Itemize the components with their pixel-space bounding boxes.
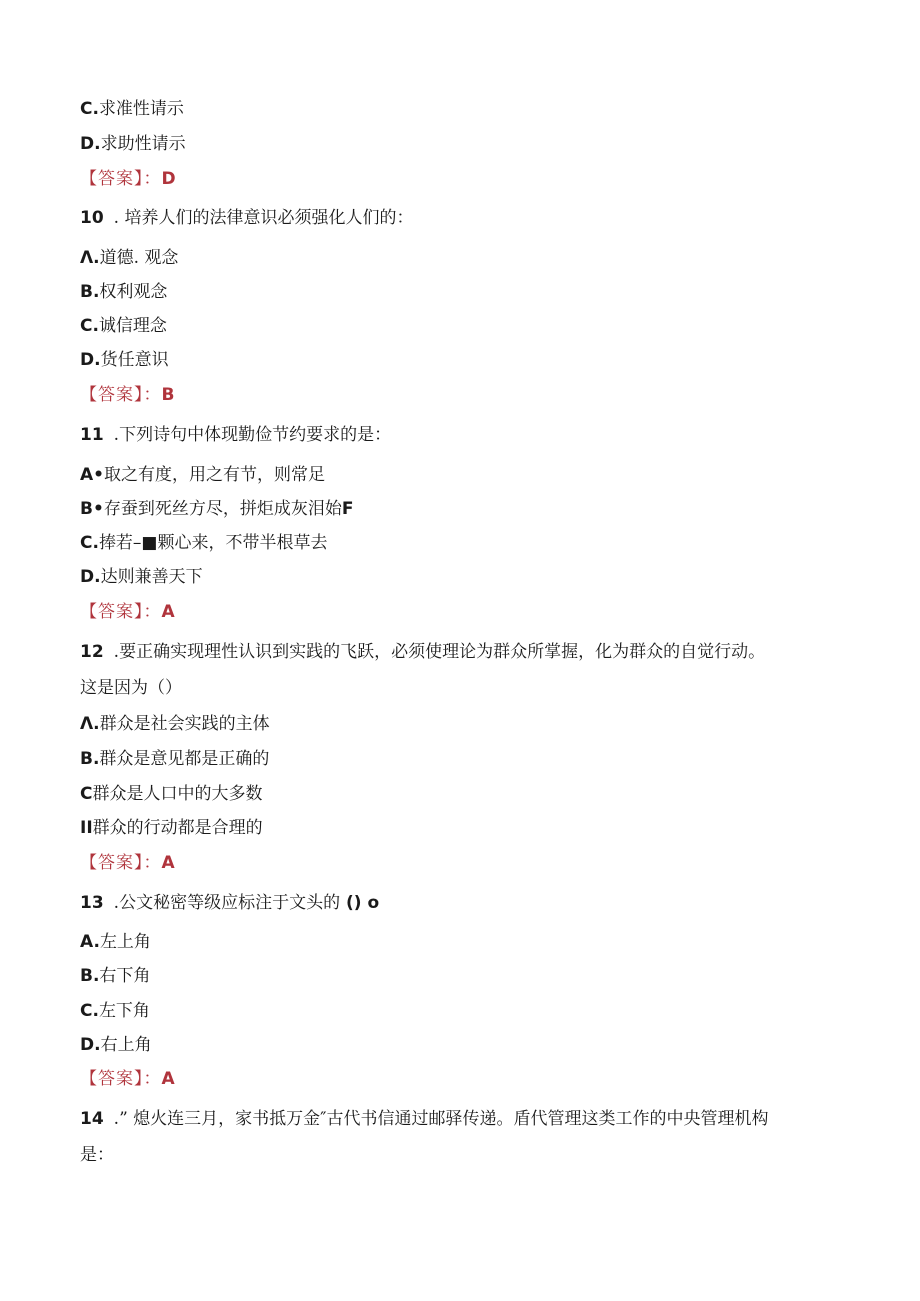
answer-option bbox=[80, 348, 860, 372]
answer-value: A bbox=[161, 1069, 175, 1089]
option-text: 达则兼善天下 bbox=[100, 567, 203, 587]
option-letter: C. bbox=[80, 533, 99, 553]
option-text: 道德. 观念 bbox=[99, 248, 179, 268]
answer-label: 【答案】： bbox=[80, 169, 162, 189]
question-text: .公文秘密等级应标注于文头的 bbox=[113, 893, 341, 913]
option-text: 权利观念 bbox=[99, 282, 168, 302]
option-text: 捧若–■颗心来，不带半根草去 bbox=[98, 533, 328, 553]
answer-option bbox=[80, 531, 860, 555]
question-number: 11 bbox=[80, 425, 104, 445]
question-stem bbox=[80, 206, 860, 230]
option-text: 右上角 bbox=[100, 1035, 152, 1055]
option-letter: B. bbox=[80, 749, 100, 769]
question-number: 14 bbox=[80, 1109, 104, 1129]
answer-value: A bbox=[161, 602, 175, 622]
answer-key bbox=[80, 383, 860, 407]
question-text: .要正确实现理性认识到实践的飞跃，必须使理论为群众所掌握，化为群众的自觉行动。 bbox=[113, 642, 766, 662]
answer-value: B bbox=[161, 385, 175, 405]
option-letter: A• bbox=[80, 465, 105, 485]
answer-option bbox=[80, 132, 860, 156]
answer-option bbox=[80, 782, 860, 806]
option-letter: D. bbox=[80, 350, 101, 370]
answer-option bbox=[80, 816, 860, 840]
answer-key bbox=[80, 600, 860, 624]
answer-label: 【答案】： bbox=[80, 602, 162, 622]
option-text: 取之有度，用之有节，则常足 bbox=[104, 465, 326, 485]
answer-option bbox=[80, 1033, 860, 1057]
answer-value: A bbox=[161, 853, 175, 873]
option-text: 求助性请示 bbox=[100, 134, 186, 154]
question-stem bbox=[80, 1107, 860, 1131]
option-letter: D. bbox=[80, 567, 101, 587]
option-text: 存蚕到死丝方尽，拼炬成灰泪始 bbox=[103, 499, 342, 519]
question-text: .” 熄火连三月，家书抵万金″古代书信通过邮驿传递。盾代管理这类工作的中央管理机构 bbox=[113, 1109, 769, 1129]
option-letter: A. bbox=[80, 932, 100, 952]
option-text: 左上角 bbox=[99, 932, 151, 952]
answer-option bbox=[80, 463, 860, 487]
answer-key bbox=[80, 851, 860, 875]
option-letter: B. bbox=[80, 282, 100, 302]
answer-option bbox=[80, 964, 860, 988]
option-letter: Λ. bbox=[80, 248, 100, 268]
answer-label: 【答案】： bbox=[80, 385, 162, 405]
option-letter: II bbox=[80, 818, 93, 838]
option-letter: B• bbox=[80, 499, 104, 519]
answer-key bbox=[80, 167, 860, 191]
option-letter: C. bbox=[80, 99, 99, 119]
answer-option bbox=[80, 97, 860, 121]
option-letter: D. bbox=[80, 1035, 101, 1055]
option-letter: Λ. bbox=[80, 714, 100, 734]
answer-option bbox=[80, 314, 860, 338]
answer-option bbox=[80, 930, 860, 954]
answer-option bbox=[80, 565, 860, 589]
option-text: 求准性请示 bbox=[98, 99, 184, 119]
answer-option bbox=[80, 999, 860, 1023]
answer-label: 【答案】： bbox=[80, 1069, 162, 1089]
answer-key bbox=[80, 1067, 860, 1091]
question-continuation bbox=[80, 1143, 860, 1167]
question-suffix: () o bbox=[340, 893, 380, 913]
question-text: . 培养人们的法律意识必须强化人们的： bbox=[113, 208, 414, 228]
question-number: 10 bbox=[80, 208, 104, 228]
answer-label: 【答案】： bbox=[80, 853, 162, 873]
continuation-text: 这是因为（） bbox=[80, 678, 182, 698]
option-text: 左下角 bbox=[98, 1001, 150, 1021]
answer-option bbox=[80, 712, 860, 736]
option-text: 右下角 bbox=[99, 966, 151, 986]
continuation-text: 是： bbox=[80, 1145, 114, 1165]
option-text: 诚信理念 bbox=[98, 316, 167, 336]
question-continuation bbox=[80, 676, 860, 700]
option-text: 群众的行动都是合理的 bbox=[92, 818, 263, 838]
question-number: 12 bbox=[80, 642, 104, 662]
answer-option bbox=[80, 747, 860, 771]
option-letter: B. bbox=[80, 966, 100, 986]
answer-option bbox=[80, 280, 860, 304]
question-number: 13 bbox=[80, 893, 104, 913]
option-text: 群众是社会实践的主体 bbox=[99, 714, 270, 734]
option-letter: C bbox=[80, 784, 93, 804]
option-text: 群众是人口中的大多数 bbox=[92, 784, 263, 804]
question-stem bbox=[80, 891, 860, 915]
question-stem bbox=[80, 423, 860, 447]
option-letter: C. bbox=[80, 316, 99, 336]
answer-option bbox=[80, 497, 860, 521]
answer-value: D bbox=[161, 169, 176, 189]
question-text: .下列诗句中体现勤俭节约要求的是： bbox=[113, 425, 392, 445]
option-text: 群众是意见都是正确的 bbox=[99, 749, 270, 769]
option-letter: D. bbox=[80, 134, 101, 154]
question-stem bbox=[80, 640, 860, 664]
option-suffix: F bbox=[341, 499, 354, 519]
option-letter: C. bbox=[80, 1001, 99, 1021]
answer-option bbox=[80, 246, 860, 270]
option-text: 货任意识 bbox=[100, 350, 169, 370]
